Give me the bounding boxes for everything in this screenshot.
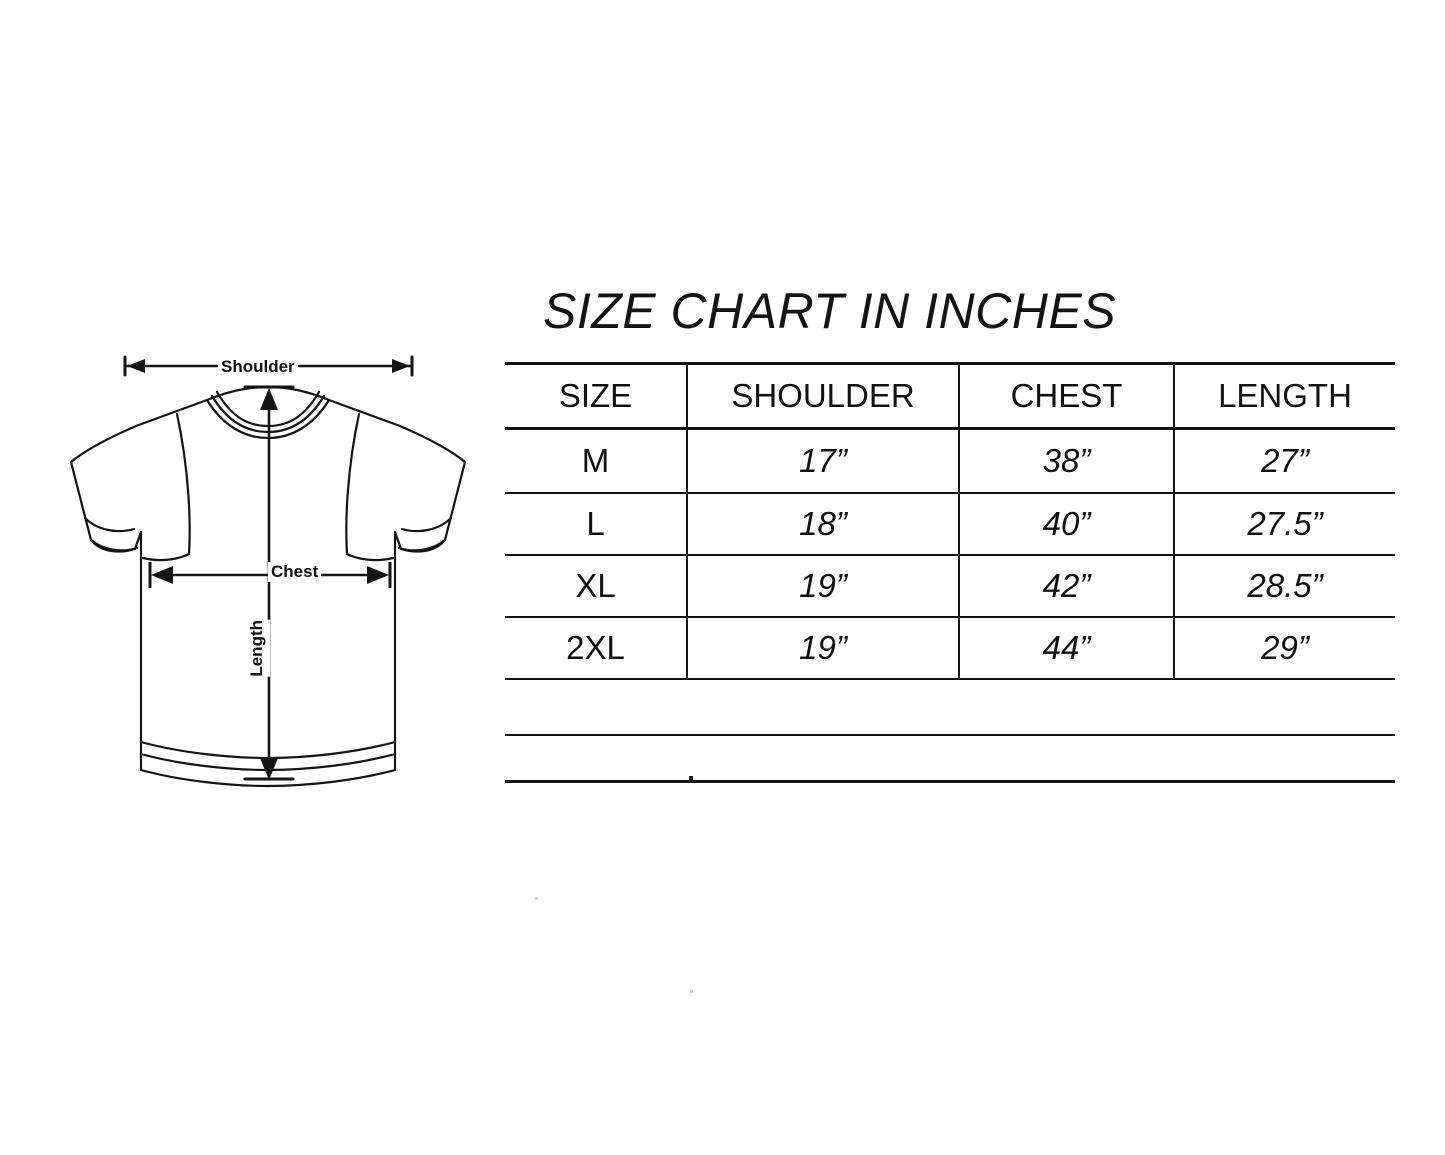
- shoulder-dimension-label: Shoulder: [218, 357, 298, 377]
- table-row: [505, 555, 1395, 617]
- cell-length: 27.5”: [1174, 493, 1395, 555]
- table-row: [505, 493, 1395, 555]
- column-header-length: LENGTH: [1174, 364, 1395, 429]
- cell-shoulder: 18”: [687, 493, 959, 555]
- table-bottom-tick: [689, 776, 693, 781]
- cell-shoulder: 17”: [687, 429, 959, 494]
- column-header-size: SIZE: [505, 364, 687, 429]
- length-dimension-label: Length: [244, 620, 270, 677]
- cell-chest: 40”: [959, 493, 1174, 555]
- table-bottom-divider-2: [505, 780, 1395, 783]
- page-title: SIZE CHART IN INCHES: [543, 283, 1117, 339]
- double-arrow-vertical-icon: [260, 388, 278, 780]
- column-header-shoulder: SHOULDER: [687, 364, 959, 429]
- cell-chest: 44”: [959, 617, 1174, 679]
- artifact-speck: [535, 897, 538, 900]
- cell-chest: 38”: [959, 429, 1174, 494]
- size-chart: [505, 282, 1395, 680]
- tshirt-measurement-diagram: [55, 340, 485, 820]
- cell-shoulder: 19”: [687, 617, 959, 679]
- cell-size: XL: [505, 555, 687, 617]
- size-chart-table: [505, 362, 1395, 680]
- table-bottom-divider-1: [505, 734, 1395, 736]
- cell-size: L: [505, 493, 687, 555]
- cell-length: 28.5”: [1174, 555, 1395, 617]
- cell-length: 27”: [1174, 429, 1395, 494]
- table-row: [505, 429, 1395, 494]
- cell-size: 2XL: [505, 617, 687, 679]
- table-row: [505, 617, 1395, 679]
- cell-chest: 42”: [959, 555, 1174, 617]
- cell-length: 29”: [1174, 617, 1395, 679]
- table-header-row: [505, 364, 1395, 429]
- chest-dimension-label: Chest: [268, 562, 321, 582]
- cell-shoulder: 19”: [687, 555, 959, 617]
- cell-size: M: [505, 429, 687, 494]
- column-header-chest: CHEST: [959, 364, 1174, 429]
- artifact-speck: [690, 990, 693, 993]
